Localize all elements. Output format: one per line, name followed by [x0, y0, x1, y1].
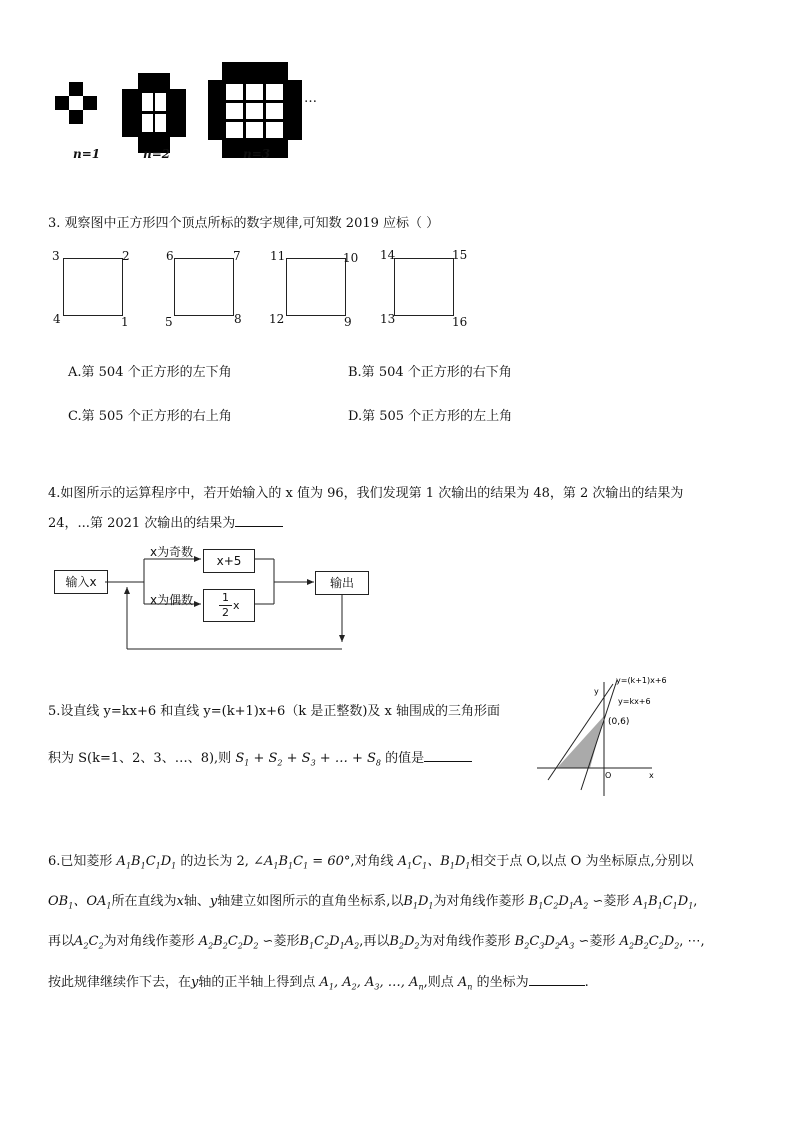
q4-line1: 4.如图所示的运算程序中，若开始输入的 x 值为 96，我们发现第 1 次输出的结果为 48，第 2 次输出的结果为: [48, 486, 684, 501]
q5-graph: [532, 672, 682, 804]
q3-option-a: A.第 504 个正方形的左下角: [68, 365, 232, 380]
q6-rhombus-a1b1c1d1: $A_1B_1C_1D_1$: [116, 854, 177, 871]
pattern-n3: [208, 62, 302, 158]
q4-line2: 24，...第 2021 次输出的结果为: [48, 516, 236, 531]
pattern-label-n2: n=2: [143, 147, 171, 161]
q6-line2: $OB_1$、$OA_1$所在直线为x轴、y轴建立如图所示的直角坐标系,以$B_1D_1$为对角线作菱形 $B_1C_2D_1A_2$ ∽菱形 $A_1B_1C_1D_1$,: [48, 894, 698, 911]
q5-origin-label: O: [605, 771, 612, 780]
q3-sq4-tr: 15: [452, 248, 468, 262]
q4-even-num: 1: [222, 591, 229, 604]
q3-square-1: [63, 258, 123, 316]
q3-sq2-bl: 5: [165, 315, 173, 329]
q4-odd-op-box: x+5: [203, 549, 255, 573]
q6-answer-blank: [529, 973, 585, 986]
q3-option-b: B.第 504 个正方形的右下角: [348, 365, 512, 380]
q5-line-k1x: [581, 680, 617, 790]
pattern-n1: [55, 82, 97, 124]
q3-sq1-tl: 3: [52, 249, 60, 263]
q4-line2-wrap: [48, 512, 283, 531]
q4-output-box: 输出: [315, 571, 369, 595]
q3-sq3-br: 9: [344, 315, 352, 329]
q3-sq2-tl: 6: [166, 249, 174, 263]
q3-sq3-tr: 10: [343, 251, 359, 265]
q5-y-label: y: [594, 687, 599, 696]
q5-line2-wrap: [48, 747, 472, 768]
q6-diagonals: $A_1C_1$、$B_1D_1$: [397, 854, 471, 871]
pattern-ellipsis: …: [304, 91, 317, 106]
q6-line3: 再以$A_2C_2$为对角线作菱形 $A_2B_2C_2D_2$ ∽菱形$B_1C_2D_1A_2$,再以$B_2D_2$为对角线作菱形 $B_2C_3D_2A_3$ ∽菱形 $A_2B_2C_2D_2$, ⋯,: [48, 934, 705, 951]
q3-sq4-bl: 13: [380, 312, 396, 326]
q5-line1-label: y=(k+1)x+6: [616, 676, 667, 685]
q5-x-label: x: [649, 771, 654, 780]
q5-line2-b: 的值是: [385, 751, 425, 766]
q6-line4: 按此规律继续作下去，在y轴的正半轴上得到点 $A_1$, $A_2$, $A_3$, …, $A_n$,则点 $A_n$ 的坐标为 .: [48, 975, 589, 992]
q3-sq1-bl: 4: [53, 312, 61, 326]
q3-sq1-tr: 2: [122, 249, 130, 263]
q6-line1: 6.已知菱形 $A_1B_1C_1D_1$ 的边长为 2, $\angle A_1B_1C_1 = 60^\circ$,对角线 $A_1C_1$、$B_1D_1$相交于点 O,以点 O 为坐标原点,分别以: [48, 854, 694, 871]
q3-square-3: [286, 258, 346, 316]
q4-answer-blank: [235, 514, 283, 527]
q6-angle-expression: $\angle A_1B_1C_1 = 60^\circ$: [253, 854, 351, 871]
pattern-label-n3: n=3: [243, 147, 271, 161]
q3-option-d: D.第 505 个正方形的左上角: [348, 409, 513, 424]
q3-option-c: C.第 505 个正方形的右上角: [68, 409, 232, 424]
pattern-n2: [122, 73, 186, 153]
q5-answer-blank: [424, 749, 472, 762]
q4-even-label: x为偶数: [150, 593, 194, 607]
q3-sq3-tl: 11: [270, 249, 286, 263]
pattern-label-n1: n=1: [73, 147, 101, 161]
q3-square-4: [394, 258, 454, 316]
q5-sum-expression: $S_1 + S_2 + S_3$ + … + $S_8$: [235, 751, 381, 768]
q4-odd-label: x为奇数: [150, 545, 194, 559]
q3-stem: 3. 观察图中正方形四个顶点所标的数字规律,可知数 2019 应标（ ）: [48, 216, 440, 231]
q6-ob1-oa1: $OB_1$、$OA_1$: [48, 894, 112, 911]
q5-line2-label: y=kx+6: [618, 697, 651, 706]
q4-even-var: x: [233, 599, 240, 612]
q3-sq4-tl: 14: [380, 248, 396, 262]
q3-sq2-tr: 7: [233, 249, 241, 263]
q3-sq2-br: 8: [234, 312, 242, 326]
q3-sq3-bl: 12: [269, 312, 285, 326]
q4-even-den: 2: [222, 606, 229, 619]
q5-line1: 5.设直线 y=kx+6 和直线 y=(k+1)x+6（k 是正整数)及 x 轴围成的三角形面: [48, 704, 501, 719]
q5-point-label: (0,6): [608, 717, 630, 727]
q4-even-op-box: [203, 589, 255, 622]
q4-input-box: 输入x: [54, 570, 108, 594]
q3-square-2: [174, 258, 234, 316]
q3-sq4-br: 16: [452, 315, 468, 329]
q5-line2-a: 积为 S(k=1、2、3、…、8),则: [48, 751, 232, 766]
q3-sq1-br: 1: [121, 315, 129, 329]
